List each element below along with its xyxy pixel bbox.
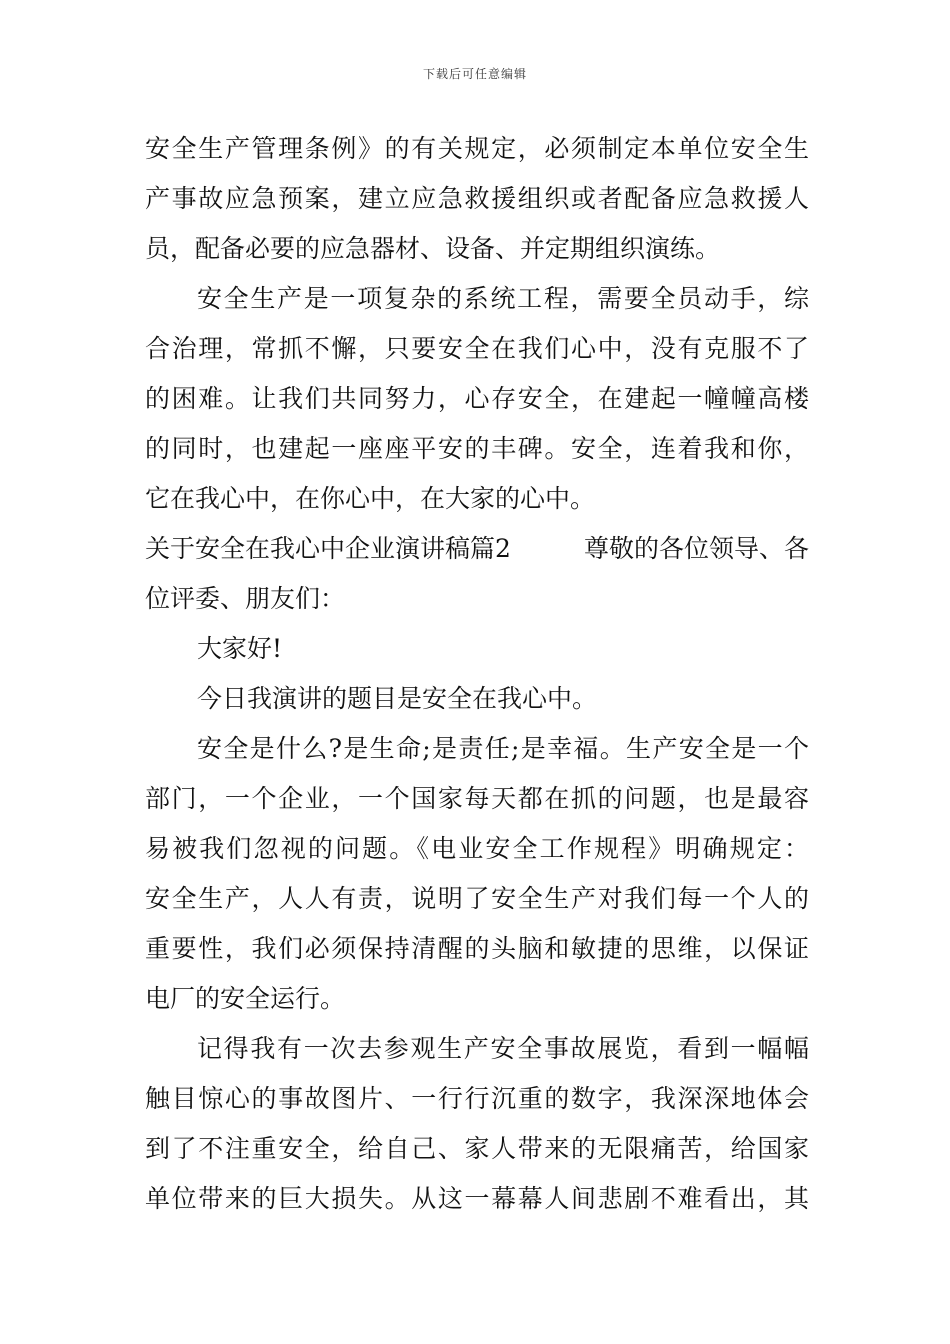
text-line: 单位带来的巨大损失。从这一幕幕人间悲剧不难看出，其 — [145, 1184, 809, 1213]
salutation-line: 位评委、朋友们： — [145, 584, 346, 613]
text-line: 员，配备必要的应急器材、设备、并定期组织演练。 — [145, 234, 721, 263]
text-line: 易被我们忽视的问题。《电业安全工作规程》明确规定： — [145, 834, 809, 863]
text-line: 的困难。让我们共同努力，心存安全，在建起一幢幢高楼 — [145, 384, 809, 413]
section-heading-line — [145, 524, 809, 574]
text-line: 电厂的安全运行。 — [145, 984, 346, 1013]
salutation-start: 尊敬的各位领导、各 — [583, 534, 809, 563]
section-title: 关于安全在我心中企业演讲稿篇2 — [145, 534, 511, 563]
paragraph-start-line: 安全生产是一项复杂的系统工程，需要全员动手，综 — [197, 284, 809, 313]
page-header: 下载后可任意编辑 — [422, 67, 527, 81]
text-line: 部门，一个企业，一个国家每天都在抓的问题，也是最容 — [145, 784, 809, 813]
text-line: 的同时，也建起一座座平安的丰碑。安全，连着我和你， — [145, 434, 809, 463]
paragraph-start-line: 安全是什么?是生命;是责任;是幸福。生产安全是一个 — [197, 734, 809, 763]
text-line: 合治理，常抓不懈，只要安全在我们心中，没有克服不了 — [145, 334, 809, 363]
topic-line: 今日我演讲的题目是安全在我心中。 — [197, 684, 598, 713]
document-body — [145, 124, 809, 1224]
text-line: 安全生产管理条例》的有关规定，必须制定本单位安全生 — [145, 134, 809, 163]
text-line: 它在我心中，在你心中，在大家的心中。 — [145, 484, 596, 513]
text-line: 触目惊心的事故图片、一行行沉重的数字，我深深地体会 — [145, 1084, 809, 1113]
text-line: 到了不注重安全，给自己、家人带来的无限痛苦，给国家 — [145, 1134, 809, 1163]
text-line: 产事故应急预案，建立应急救援组织或者配备应急救援人 — [145, 184, 809, 213]
paragraph-start-line: 记得我有一次去参观生产安全事故展览，看到一幅幅 — [197, 1034, 809, 1063]
text-line: 安全生产，人人有责，说明了安全生产对我们每一个人的 — [145, 884, 809, 913]
text-line: 重要性，我们必须保持清醒的头脑和敏捷的思维，以保证 — [145, 934, 809, 963]
greeting-line: 大家好! — [197, 634, 283, 663]
